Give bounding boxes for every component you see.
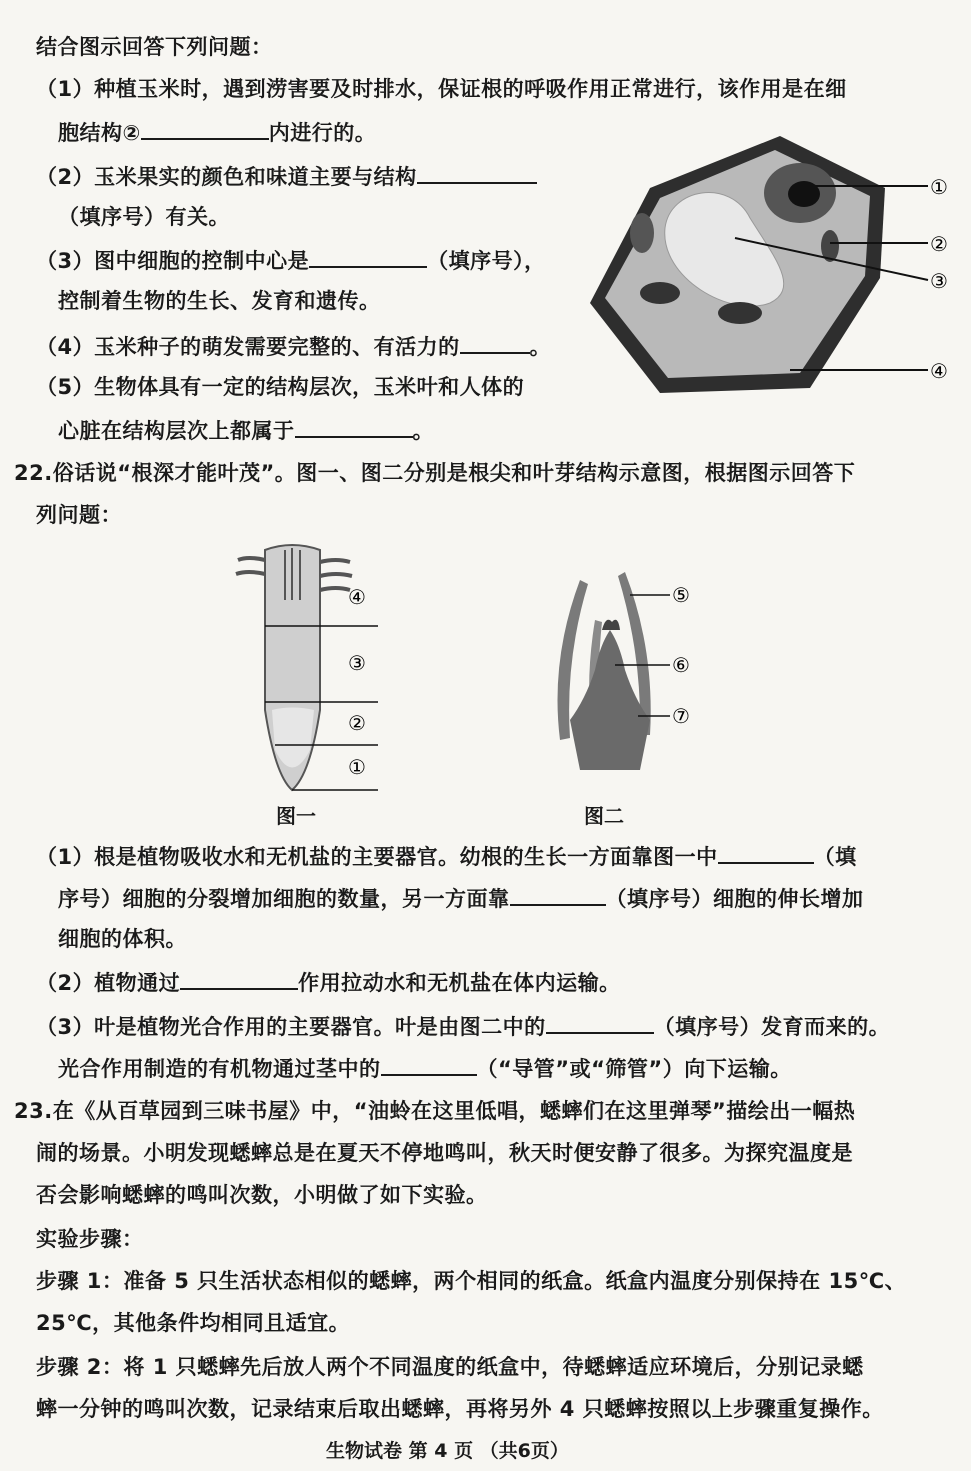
q22-p1-post: （填 <box>813 845 857 869</box>
q21-p1-line1: （1）种植玉米时，遇到涝害要及时排水，保证根的呼吸作用正常进行，该作用是在细 <box>36 77 847 101</box>
bud-label-6: ⑥ <box>672 653 690 677</box>
q22-p3-line2 <box>58 1052 792 1084</box>
root-hair <box>236 572 265 574</box>
q23-step1-line1: 步骤 1：准备 5 只生活状态相似的蟋蟀，两个相同的纸盒。纸盒内温度分别保持在 15℃、 <box>36 1269 907 1293</box>
root-hair <box>320 574 352 576</box>
q21-p5-post: 。 <box>412 419 434 443</box>
answer-blank[interactable] <box>295 414 413 438</box>
q21-p5-pre: 心脏在结构层次上都属于 <box>58 419 295 443</box>
root-hair <box>320 560 350 562</box>
q22-p3-pre: （3）叶是植物光合作用的主要器官。叶是由图二中的 <box>36 1015 546 1039</box>
cell-label-1: ① <box>930 175 948 199</box>
q23-line2: 闹的场景。小明发现蟋蟀总是在夏天不停地鸣叫，秋天时便安静了很多。为探究温度是 <box>36 1141 853 1165</box>
root-hair <box>238 558 265 560</box>
nucleolus <box>788 181 820 207</box>
answer-blank[interactable] <box>510 882 606 906</box>
root-label-2: ② <box>348 711 366 735</box>
q23-line3: 否会影响蟋蟀的鸣叫次数，小明做了如下实验。 <box>36 1183 488 1207</box>
q21-p3-line2: 控制着生物的生长、发育和遗传。 <box>58 289 381 313</box>
answer-blank[interactable] <box>381 1052 477 1076</box>
answer-blank[interactable] <box>718 840 814 864</box>
root-tip-diagram <box>230 540 390 800</box>
q21-p4-post: 。 <box>529 335 552 359</box>
bud-label-5: ⑤ <box>672 583 690 607</box>
q22-p2-pre: （2）植物通过 <box>36 971 181 995</box>
q21-intro: 结合图示回答下列问题： <box>36 35 273 59</box>
cell-label-4: ④ <box>930 359 948 383</box>
cell-label-2: ② <box>930 232 948 256</box>
q22-p3-post: （填序号）发育而来的。 <box>653 1015 891 1039</box>
q22-p3-line1 <box>36 1010 890 1042</box>
q23-steps-title: 实验步骤： <box>36 1227 144 1251</box>
q22-p1b-pre: 序号）细胞的分裂增加细胞的数量，另一方面靠 <box>58 887 510 911</box>
q22-p1-line2 <box>58 882 864 914</box>
q22-p3b-post: （“导管”或“筛管”）向下运输。 <box>476 1057 792 1081</box>
answer-blank[interactable] <box>180 966 298 990</box>
leaf-bud-diagram <box>540 560 720 780</box>
answer-blank[interactable] <box>417 160 537 184</box>
page-footer: 生物试卷 第 4 页 （共6页） <box>326 1440 569 1462</box>
answer-blank[interactable] <box>460 330 530 354</box>
q23-step1-line2: 25℃，其他条件均相同且适宜。 <box>36 1311 351 1335</box>
q21-p3-pre: （3）图中细胞的控制中心是 <box>36 249 310 273</box>
answer-blank[interactable] <box>141 116 269 140</box>
answer-blank[interactable] <box>546 1010 654 1034</box>
q21-p3-post: （填序号）， <box>427 249 546 273</box>
q22-p1-line1 <box>36 840 857 872</box>
fig1-caption: 图一 <box>276 804 316 828</box>
cell-label-3: ③ <box>930 269 948 293</box>
growth-cone <box>602 620 620 630</box>
q21-p3-line1 <box>36 244 546 276</box>
root-label-1: ① <box>348 755 366 779</box>
q21-p1-post: 内进行的。 <box>268 121 377 145</box>
root-label-3: ③ <box>348 651 366 675</box>
answer-blank[interactable] <box>309 244 427 268</box>
chloroplast <box>640 282 680 304</box>
q21-p5-line2 <box>58 414 434 446</box>
q22-p1-line3: 细胞的体积。 <box>58 927 187 951</box>
q22-stem-line2: 列问题： <box>36 503 122 527</box>
q21-p5-line1: （5）生物体具有一定的结构层次，玉米叶和人体的 <box>36 375 525 399</box>
q23-step2-line2: 蟀一分钟的鸣叫次数，记录结束后取出蟋蟀，再将另外 4 只蟋蟀按照以上步骤重复操作。 <box>36 1397 884 1421</box>
root-label-4: ④ <box>348 585 366 609</box>
q23-step2-line1: 步骤 2：将 1 只蟋蟀先后放人两个不同温度的纸盒中，待蟋蟀适应环境后，分别记录蟋 <box>36 1355 864 1379</box>
q22-p1-pre: （1）根是植物吸收水和无机盐的主要器官。幼根的生长一方面靠图一中 <box>36 845 718 869</box>
chloroplast <box>630 213 654 253</box>
q21-p2-line2: （填序号）有关。 <box>58 205 230 229</box>
q21-p4 <box>36 330 551 362</box>
q22-stem-line1: 22.俗话说“根深才能叶茂”。图一、图二分别是根尖和叶芽结构示意图，根据图示回答下 <box>14 461 856 485</box>
fig2-caption: 图二 <box>584 804 624 828</box>
q23-line1: 23.在《从百草园到三味书屋》中，“油蛉在这里低唱，蟋蟀们在这里弹琴”描绘出一幅热 <box>14 1099 856 1123</box>
bud-label-7: ⑦ <box>672 704 690 728</box>
plant-cell-diagram <box>580 128 960 418</box>
q22-p3b-pre: 光合作用制造的有机物通过茎中的 <box>58 1057 381 1081</box>
q22-p1b-post: （填序号）细胞的伸长增加 <box>605 887 864 911</box>
q21-p1-pre: 胞结构② <box>58 121 141 145</box>
q22-p2-post: 作用拉动水和无机盐在体内运输。 <box>298 971 621 995</box>
q22-p2 <box>36 966 621 998</box>
chloroplast <box>718 302 762 324</box>
root-hair <box>320 588 350 590</box>
q21-p4-pre: （4）玉米种子的萌发需要完整的、有活力的 <box>36 335 460 359</box>
q21-p1-line2 <box>58 116 376 148</box>
q21-p2-pre: （2）玉米果实的颜色和味道主要与结构 <box>36 165 417 189</box>
q21-p2-line1 <box>36 160 537 192</box>
